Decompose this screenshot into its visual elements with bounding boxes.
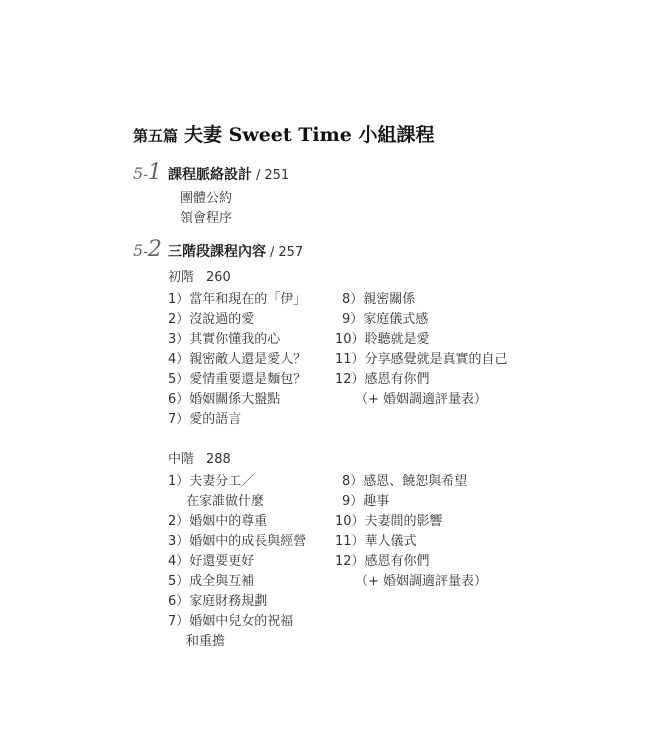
list-item-continuation: 在家誰做什麼 [186,494,265,509]
list-item: 2）婚姻中的尊重 [168,514,268,529]
list-item: 12）感恩有你們 [335,554,430,569]
list-item-note: （+ 婚姻調適評量表） [355,392,488,407]
list-item: 4）親密敵人還是愛人？ [168,352,307,367]
list-item: 7）愛的語言 [168,412,242,427]
list-item: 11）華人儀式 [335,534,417,549]
list-item-note: （+ 婚姻調適評量表） [355,574,488,589]
list-item: 6）家庭財務規劃 [168,594,268,609]
list-item: 5）愛情重要還是麵包？ [168,372,307,387]
section-5-2-heading [133,237,303,262]
list-item: 2）沒說過的愛 [168,312,255,327]
subsection-item: 團體公約 [180,191,233,206]
list-item-continuation: 和重擔 [186,634,226,649]
list-item: 9）家庭儀式感 [342,312,429,327]
section-page-number: 251 [264,168,290,183]
level-page-number: 260 [206,270,231,285]
section-slash: / [256,168,261,183]
chapter-title [133,120,434,147]
section-5-1-heading [133,160,289,185]
list-item: 5）成全與互補 [168,574,255,589]
list-item: 11）分享感覺就是真實的自己 [335,352,508,367]
section-number: 5-2 [133,237,162,262]
section-number: 5-1 [133,160,162,185]
list-item: 3）婚姻中的成長與經營 [168,534,307,549]
list-item: 10）聆聽就是愛 [335,332,430,347]
section-page-number: 257 [278,245,304,260]
list-item: 4）好還要更好 [168,554,255,569]
list-item: 3）其實你懂我的心 [168,332,281,347]
level-heading-intermediate [168,448,231,467]
list-item: 10）夫妻間的影響 [335,514,443,529]
list-item: 8）感恩、饒恕與希望 [342,474,468,489]
section-title: 三階段課程內容 [168,244,266,260]
section-slash: / [270,245,275,260]
list-item: 8）親密關係 [342,292,416,307]
list-item: 1）當年和現在的「伊」 [168,292,307,307]
list-item: 12）感恩有你們 [335,372,430,387]
chapter-part-label: 第五篇 [133,127,179,145]
level-page-number: 288 [206,452,231,467]
list-item: 9）趣事 [342,494,390,509]
level-heading-beginner [168,266,231,285]
list-item: 1）夫妻分工／ [168,474,255,489]
subsection-item: 領會程序 [180,211,233,226]
list-item: 6）婚姻關係大盤點 [168,392,281,407]
level-label: 初階 [168,270,195,285]
level-label: 中階 [168,452,195,467]
section-title: 課程脈絡設計 [168,167,252,183]
list-item: 7）婚姻中兒女的祝福 [168,614,294,629]
chapter-title-text: 夫妻 Sweet Time 小組課程 [184,124,435,146]
